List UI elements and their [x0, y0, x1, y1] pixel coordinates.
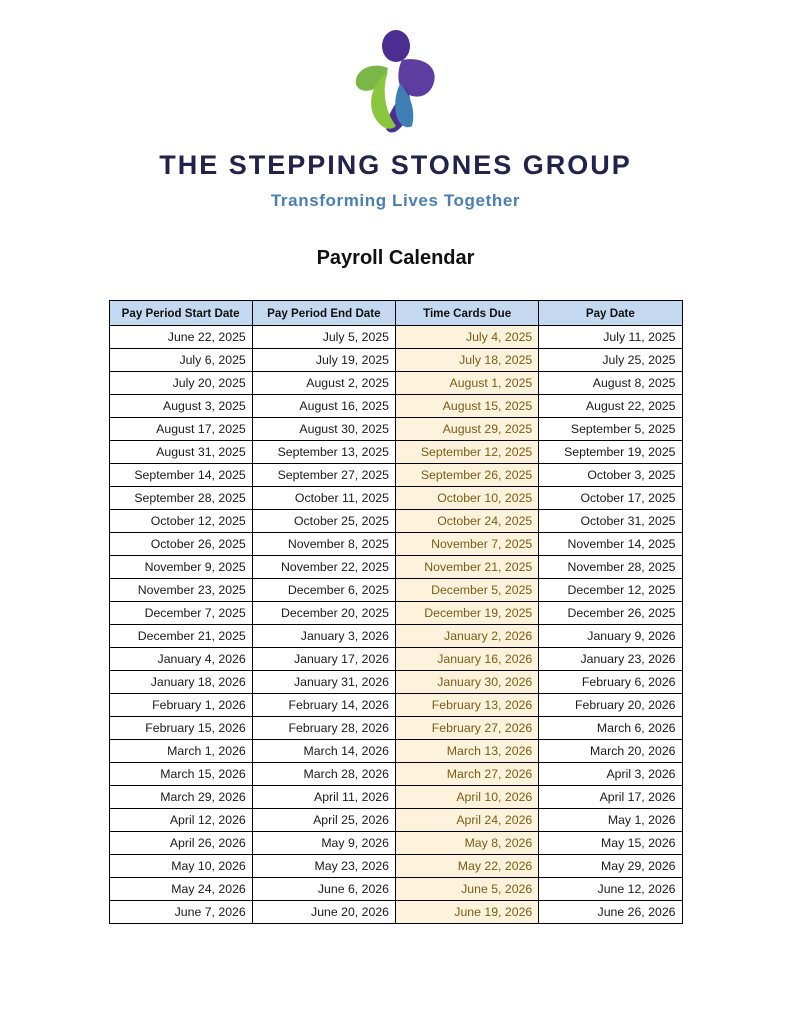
- cell-pay-date: June 12, 2026: [539, 878, 682, 901]
- cell-pay-date: September 5, 2025: [539, 418, 682, 441]
- cell-start-date: March 29, 2026: [109, 786, 252, 809]
- cell-start-date: June 7, 2026: [109, 901, 252, 924]
- table-row: [109, 395, 682, 418]
- table-row: [109, 671, 682, 694]
- cell-start-date: May 24, 2026: [109, 878, 252, 901]
- cell-start-date: September 28, 2025: [109, 487, 252, 510]
- cell-time-cards-due: May 8, 2026: [396, 832, 539, 855]
- table-row: [109, 694, 682, 717]
- cell-end-date: November 22, 2025: [252, 556, 395, 579]
- table-header: [109, 301, 682, 326]
- cell-start-date: February 15, 2026: [109, 717, 252, 740]
- cell-start-date: August 17, 2025: [109, 418, 252, 441]
- cell-pay-date: August 22, 2025: [539, 395, 682, 418]
- cell-end-date: October 25, 2025: [252, 510, 395, 533]
- cell-time-cards-due: October 24, 2025: [396, 510, 539, 533]
- cell-end-date: August 30, 2025: [252, 418, 395, 441]
- page-title: Payroll Calendar: [316, 247, 475, 269]
- cell-pay-date: April 17, 2026: [539, 786, 682, 809]
- cell-start-date: May 10, 2026: [109, 855, 252, 878]
- table-row: [109, 487, 682, 510]
- cell-end-date: June 6, 2026: [252, 878, 395, 901]
- cell-end-date: January 3, 2026: [252, 625, 395, 648]
- cell-pay-date: May 1, 2026: [539, 809, 682, 832]
- cell-time-cards-due: June 5, 2026: [396, 878, 539, 901]
- logo-container: [0, 0, 791, 136]
- table-row: [109, 648, 682, 671]
- table-row: [109, 763, 682, 786]
- cell-time-cards-due: January 2, 2026: [396, 625, 539, 648]
- cell-time-cards-due: March 13, 2026: [396, 740, 539, 763]
- cell-time-cards-due: January 16, 2026: [396, 648, 539, 671]
- table-row: [109, 579, 682, 602]
- cell-start-date: January 4, 2026: [109, 648, 252, 671]
- brand-name: THE STEPPING STONES GROUP: [159, 150, 632, 180]
- cell-time-cards-due: August 29, 2025: [396, 418, 539, 441]
- cell-time-cards-due: December 5, 2025: [396, 579, 539, 602]
- cell-start-date: July 6, 2025: [109, 349, 252, 372]
- cell-pay-date: January 23, 2026: [539, 648, 682, 671]
- table-row: [109, 510, 682, 533]
- cell-end-date: February 14, 2026: [252, 694, 395, 717]
- cell-end-date: September 13, 2025: [252, 441, 395, 464]
- cell-pay-date: November 28, 2025: [539, 556, 682, 579]
- cell-time-cards-due: November 21, 2025: [396, 556, 539, 579]
- cell-end-date: August 16, 2025: [252, 395, 395, 418]
- cell-start-date: July 20, 2025: [109, 372, 252, 395]
- cell-pay-date: February 6, 2026: [539, 671, 682, 694]
- cell-start-date: August 3, 2025: [109, 395, 252, 418]
- stepping-stones-figure-icon: [340, 28, 452, 136]
- cell-start-date: December 7, 2025: [109, 602, 252, 625]
- cell-end-date: August 2, 2025: [252, 372, 395, 395]
- table-row: [109, 556, 682, 579]
- cell-start-date: November 9, 2025: [109, 556, 252, 579]
- cell-pay-date: May 15, 2026: [539, 832, 682, 855]
- cell-pay-date: December 26, 2025: [539, 602, 682, 625]
- table-row: [109, 372, 682, 395]
- cell-pay-date: February 20, 2026: [539, 694, 682, 717]
- table-row: [109, 349, 682, 372]
- cell-end-date: April 25, 2026: [252, 809, 395, 832]
- cell-start-date: February 1, 2026: [109, 694, 252, 717]
- cell-end-date: July 19, 2025: [252, 349, 395, 372]
- cell-pay-date: January 9, 2026: [539, 625, 682, 648]
- table-row: [109, 326, 682, 349]
- cell-end-date: July 5, 2025: [252, 326, 395, 349]
- cell-time-cards-due: August 15, 2025: [396, 395, 539, 418]
- column-header-pay-date: Pay Date: [539, 301, 682, 326]
- cell-end-date: April 11, 2026: [252, 786, 395, 809]
- cell-time-cards-due: February 13, 2026: [396, 694, 539, 717]
- cell-end-date: March 14, 2026: [252, 740, 395, 763]
- payroll-table-container: [0, 300, 791, 924]
- cell-time-cards-due: August 1, 2025: [396, 372, 539, 395]
- table-header-row: [109, 301, 682, 326]
- cell-time-cards-due: September 12, 2025: [396, 441, 539, 464]
- cell-pay-date: October 3, 2025: [539, 464, 682, 487]
- cell-pay-date: July 11, 2025: [539, 326, 682, 349]
- column-header-end-date: Pay Period End Date: [252, 301, 395, 326]
- table-row: [109, 717, 682, 740]
- cell-start-date: November 23, 2025: [109, 579, 252, 602]
- cell-start-date: September 14, 2025: [109, 464, 252, 487]
- cell-time-cards-due: June 19, 2026: [396, 901, 539, 924]
- cell-start-date: January 18, 2026: [109, 671, 252, 694]
- cell-start-date: August 31, 2025: [109, 441, 252, 464]
- table-row: [109, 809, 682, 832]
- cell-end-date: October 11, 2025: [252, 487, 395, 510]
- cell-time-cards-due: September 26, 2025: [396, 464, 539, 487]
- cell-pay-date: March 6, 2026: [539, 717, 682, 740]
- cell-start-date: December 21, 2025: [109, 625, 252, 648]
- table-row: [109, 740, 682, 763]
- cell-start-date: March 1, 2026: [109, 740, 252, 763]
- brand-tagline: Transforming Lives Together: [270, 191, 521, 210]
- table-body: [109, 326, 682, 924]
- table-row: [109, 533, 682, 556]
- table-row: [109, 602, 682, 625]
- cell-end-date: September 27, 2025: [252, 464, 395, 487]
- cell-pay-date: May 29, 2026: [539, 855, 682, 878]
- cell-pay-date: March 20, 2026: [539, 740, 682, 763]
- cell-time-cards-due: July 4, 2025: [396, 326, 539, 349]
- table-row: [109, 832, 682, 855]
- cell-end-date: December 20, 2025: [252, 602, 395, 625]
- cell-pay-date: October 17, 2025: [539, 487, 682, 510]
- cell-start-date: October 12, 2025: [109, 510, 252, 533]
- cell-time-cards-due: March 27, 2026: [396, 763, 539, 786]
- cell-end-date: February 28, 2026: [252, 717, 395, 740]
- cell-end-date: June 20, 2026: [252, 901, 395, 924]
- cell-pay-date: September 19, 2025: [539, 441, 682, 464]
- cell-end-date: January 31, 2026: [252, 671, 395, 694]
- cell-time-cards-due: July 18, 2025: [396, 349, 539, 372]
- column-header-time-cards-due: Time Cards Due: [396, 301, 539, 326]
- cell-time-cards-due: January 30, 2026: [396, 671, 539, 694]
- column-header-start-date: Pay Period Start Date: [109, 301, 252, 326]
- cell-end-date: December 6, 2025: [252, 579, 395, 602]
- cell-time-cards-due: April 10, 2026: [396, 786, 539, 809]
- cell-end-date: March 28, 2026: [252, 763, 395, 786]
- cell-pay-date: October 31, 2025: [539, 510, 682, 533]
- cell-start-date: March 15, 2026: [109, 763, 252, 786]
- table-row: [109, 855, 682, 878]
- payroll-table: [109, 300, 683, 924]
- table-row: [109, 901, 682, 924]
- cell-start-date: April 12, 2026: [109, 809, 252, 832]
- table-row: [109, 418, 682, 441]
- table-row: [109, 464, 682, 487]
- cell-end-date: May 9, 2026: [252, 832, 395, 855]
- cell-time-cards-due: May 22, 2026: [396, 855, 539, 878]
- cell-pay-date: June 26, 2026: [539, 901, 682, 924]
- cell-time-cards-due: October 10, 2025: [396, 487, 539, 510]
- cell-time-cards-due: December 19, 2025: [396, 602, 539, 625]
- cell-pay-date: July 25, 2025: [539, 349, 682, 372]
- cell-pay-date: November 14, 2025: [539, 533, 682, 556]
- cell-pay-date: December 12, 2025: [539, 579, 682, 602]
- table-row: [109, 625, 682, 648]
- cell-start-date: October 26, 2025: [109, 533, 252, 556]
- cell-time-cards-due: February 27, 2026: [396, 717, 539, 740]
- cell-start-date: April 26, 2026: [109, 832, 252, 855]
- cell-end-date: January 17, 2026: [252, 648, 395, 671]
- table-row: [109, 878, 682, 901]
- cell-pay-date: April 3, 2026: [539, 763, 682, 786]
- cell-time-cards-due: November 7, 2025: [396, 533, 539, 556]
- cell-start-date: June 22, 2025: [109, 326, 252, 349]
- cell-end-date: November 8, 2025: [252, 533, 395, 556]
- cell-pay-date: August 8, 2025: [539, 372, 682, 395]
- cell-time-cards-due: April 24, 2026: [396, 809, 539, 832]
- table-row: [109, 441, 682, 464]
- table-row: [109, 786, 682, 809]
- cell-end-date: May 23, 2026: [252, 855, 395, 878]
